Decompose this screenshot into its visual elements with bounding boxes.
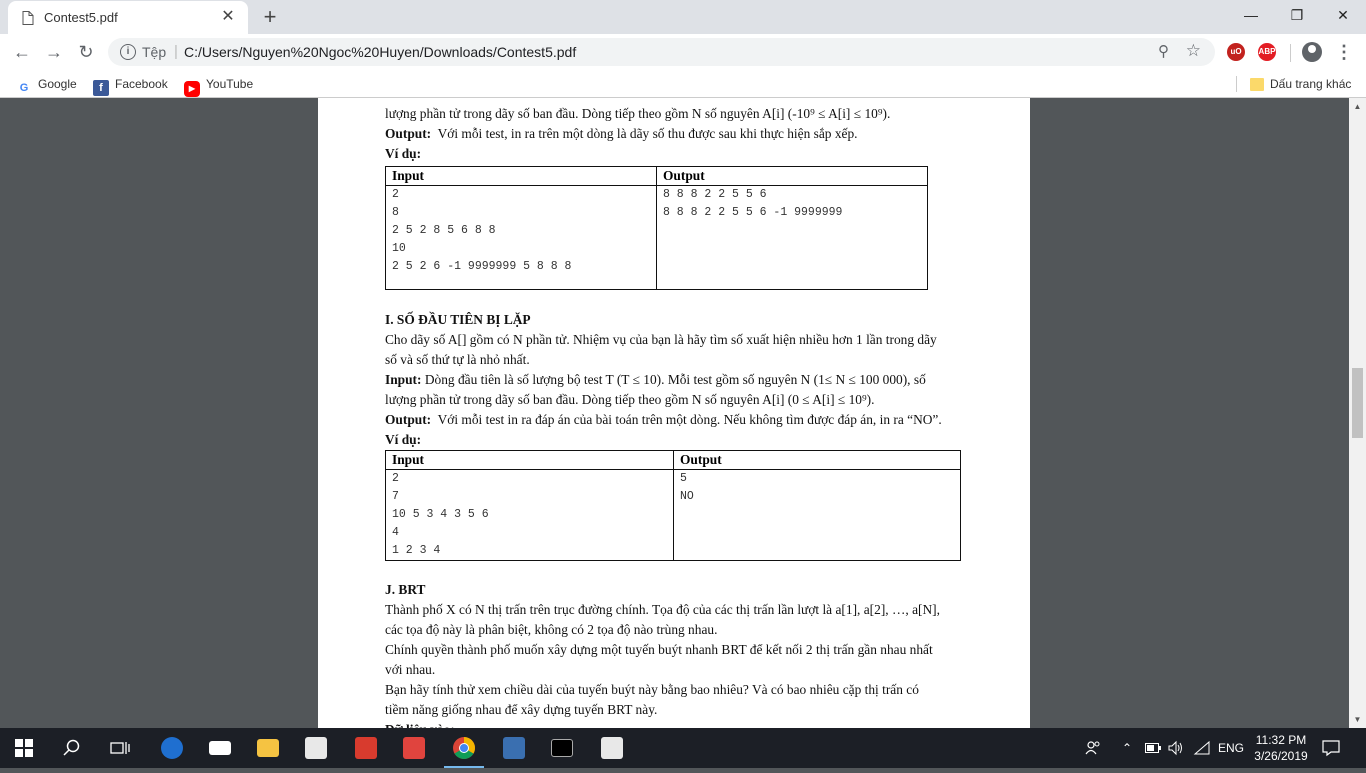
output-cell xyxy=(657,186,928,290)
input-line: 10 5 3 4 3 5 6 xyxy=(392,508,489,521)
java-icon[interactable] xyxy=(588,728,636,768)
output-cell xyxy=(674,470,961,561)
pdf-line: số và số thứ tự là nhỏ nhất. xyxy=(385,352,530,367)
other-bookmarks[interactable] xyxy=(1250,75,1351,93)
gift-app-icon[interactable] xyxy=(342,728,390,768)
input-cell xyxy=(386,186,657,290)
tab-close-icon[interactable]: ✕ xyxy=(221,8,235,25)
pdf-line: lượng phần tử trong dãy số ban đầu. Dòng tiếp theo gồm N số nguyên A[i] (-10⁹ ≤ A[i] ≤ 10⁹). xyxy=(385,106,891,121)
browser-toolbar xyxy=(0,34,1366,70)
input-label: Input: xyxy=(385,372,422,387)
output-line: 8 8 8 2 2 5 5 6 -1 9999999 xyxy=(663,206,843,219)
output-header: Output xyxy=(674,451,961,470)
pdf-line: Chính quyền thành phố muốn xây dựng một tuyến buýt nhanh BRT để kết nối 2 thị trấn gần nhau nhất xyxy=(385,642,933,657)
output-line: NO xyxy=(680,490,694,503)
pdf-page xyxy=(318,98,1030,738)
output-line: 5 xyxy=(680,472,687,485)
tab-title: Contest5.pdf xyxy=(44,10,118,25)
bookmarks-bar xyxy=(0,70,1366,98)
input-line: 7 xyxy=(392,490,399,503)
back-button[interactable]: ← xyxy=(13,42,31,62)
output-label: Output: xyxy=(385,126,432,141)
pdf-viewer[interactable] xyxy=(0,98,1366,728)
input-line: 8 xyxy=(392,206,399,219)
toolbar-divider xyxy=(1290,44,1291,62)
notifications-icon[interactable] xyxy=(1322,728,1344,768)
input-text: Dòng đầu tiên là số lượng bộ test T (T ≤ 10). Mỗi test gồm số nguyên N (1≤ N ≤ 100 000), số xyxy=(424,372,926,387)
dev-cpp-icon[interactable] xyxy=(490,728,538,768)
taskbar xyxy=(0,728,1366,768)
new-tab-button[interactable]: + xyxy=(263,4,277,29)
output-line: 8 8 8 2 2 5 5 6 xyxy=(663,188,767,201)
people-icon[interactable] xyxy=(1084,728,1104,768)
adblock-icon[interactable]: ABP xyxy=(1258,43,1276,61)
maximize-button[interactable]: ❐ xyxy=(1290,7,1304,23)
input-line: 10 xyxy=(392,242,406,255)
output-header: Output xyxy=(657,167,928,186)
scroll-thumb[interactable] xyxy=(1352,368,1363,438)
pdf-line: lượng phần tử trong dãy số ban đầu. Dòng tiếp theo gồm N số nguyên A[i] (0 ≤ A[i] ≤ 10⁹). xyxy=(385,392,875,407)
pdf-line: Cho dãy số A[] gồm có N phần tử. Nhiệm vụ của bạn là hãy tìm số xuất hiện nhiều hơn 1 lần trong dãy xyxy=(385,332,937,347)
google-icon: G xyxy=(16,80,32,96)
input-line: 4 xyxy=(392,526,399,539)
clock-time: 11:32 PM xyxy=(1255,733,1307,747)
example-label: Ví dụ: xyxy=(385,432,422,447)
scroll-down-icon[interactable]: ▼ xyxy=(1353,715,1362,724)
menu-icon[interactable]: ⋮ xyxy=(1335,42,1353,62)
bookmarks-divider xyxy=(1236,76,1237,92)
terminal-icon[interactable] xyxy=(538,728,586,768)
bookmark-label: YouTube xyxy=(206,77,254,91)
example-table-h xyxy=(385,166,928,290)
battery-icon[interactable] xyxy=(1145,728,1163,768)
youtube-icon: ▶ xyxy=(184,81,200,97)
pdf-line: Thành phố X có N thị trấn trên trục đường chính. Tọa độ của các thị trấn lần lượt là a[1], a[2], …, a[N], xyxy=(385,602,940,617)
close-window-button[interactable]: ✕ xyxy=(1337,7,1349,23)
zoom-icon[interactable]: ⚲ xyxy=(1158,43,1169,60)
pdf-output-desc xyxy=(385,126,858,142)
input-header: Input xyxy=(386,167,657,186)
edge-icon[interactable] xyxy=(148,728,196,768)
input-cell xyxy=(386,470,674,561)
input-line: 2 xyxy=(392,472,399,485)
output-text: Với mỗi test in ra đáp án của bài toán trên một dòng. Nếu không tìm được đáp án, in ra “NO”. xyxy=(437,412,942,427)
input-line: 1 2 3 4 xyxy=(392,544,441,557)
clock-date: 3/26/2019 xyxy=(1254,749,1308,763)
other-bookmarks-label: Dấu trang khác xyxy=(1270,77,1352,91)
reload-button[interactable]: ↻ xyxy=(78,42,94,62)
example-label: Ví dụ: xyxy=(385,146,422,161)
file-explorer-icon[interactable] xyxy=(244,728,292,768)
output-label: Output: xyxy=(385,412,432,427)
forward-button[interactable]: → xyxy=(45,42,63,62)
pdf-line: với nhau. xyxy=(385,662,436,677)
task-view-icon[interactable] xyxy=(96,728,144,768)
bookmark-label: Google xyxy=(38,77,77,91)
pdf-input-desc xyxy=(385,372,926,388)
bookmark-facebook[interactable] xyxy=(93,75,168,93)
vertical-scrollbar[interactable] xyxy=(1349,98,1366,728)
pdf-line: các tọa độ này là phân biệt, không có 2 tọa độ nào trùng nhau. xyxy=(385,622,718,637)
input-line: 2 xyxy=(392,188,399,201)
bookmark-google[interactable] xyxy=(16,75,77,93)
document-icon xyxy=(22,11,34,25)
input-header: Input xyxy=(386,451,674,470)
input-line: 2 5 2 6 -1 9999999 5 8 8 8 xyxy=(392,260,572,273)
wifi-icon[interactable] xyxy=(1194,728,1214,768)
tab-contest5[interactable] xyxy=(8,1,248,34)
mail-icon[interactable] xyxy=(196,728,244,768)
app-icon[interactable] xyxy=(390,728,438,768)
folder-icon xyxy=(1250,78,1264,91)
url-scheme: Tệp xyxy=(142,44,167,60)
chevron-up-icon[interactable]: ⌃ xyxy=(1122,741,1133,755)
address-bar[interactable] xyxy=(108,38,1215,66)
language-indicator[interactable]: ENG xyxy=(1218,741,1245,755)
tab-strip xyxy=(0,0,1366,34)
input-line: 2 5 2 8 5 6 8 8 xyxy=(392,224,496,237)
ublock-icon[interactable]: uO xyxy=(1227,43,1245,61)
url-text[interactable]: C:/Users/Nguyen%20Ngoc%20Huyen/Downloads/Contest5.pdf xyxy=(184,44,577,60)
url-separator: | xyxy=(174,43,178,60)
profile-avatar-icon[interactable] xyxy=(1302,42,1322,62)
section-j-title: J. BRT xyxy=(385,582,426,597)
section-i-title: I. SỐ ĐẦU TIÊN BỊ LẶP xyxy=(385,312,531,327)
bookmark-star-icon[interactable]: ☆ xyxy=(1185,41,1201,60)
scroll-up-icon[interactable]: ▲ xyxy=(1353,102,1362,111)
chrome-icon[interactable] xyxy=(440,728,488,768)
pdf-line: tiềm năng giống nhau để xây dựng tuyến BRT này. xyxy=(385,702,658,717)
search-icon[interactable] xyxy=(48,728,96,768)
info-icon[interactable]: i xyxy=(120,44,136,60)
pdf-line: Bạn hãy tính thử xem chiều dài của tuyến buýt này bằng bao nhiêu? Và có bao nhiêu cặp thị trấn có xyxy=(385,682,919,697)
bookmark-label: Facebook xyxy=(115,77,168,91)
windows-start-icon[interactable] xyxy=(0,728,48,768)
store-icon[interactable] xyxy=(292,728,340,768)
example-table-i xyxy=(385,450,961,561)
pdf-output-desc xyxy=(385,412,942,428)
bookmark-youtube[interactable] xyxy=(184,75,253,93)
facebook-icon: f xyxy=(93,80,109,96)
volume-icon[interactable] xyxy=(1168,728,1188,768)
minimize-button[interactable]: — xyxy=(1244,7,1258,23)
output-text: Với mỗi test, in ra trên một dòng là dãy số thu được sau khi thực hiện sắp xếp. xyxy=(437,126,858,141)
clock[interactable] xyxy=(1248,732,1314,764)
